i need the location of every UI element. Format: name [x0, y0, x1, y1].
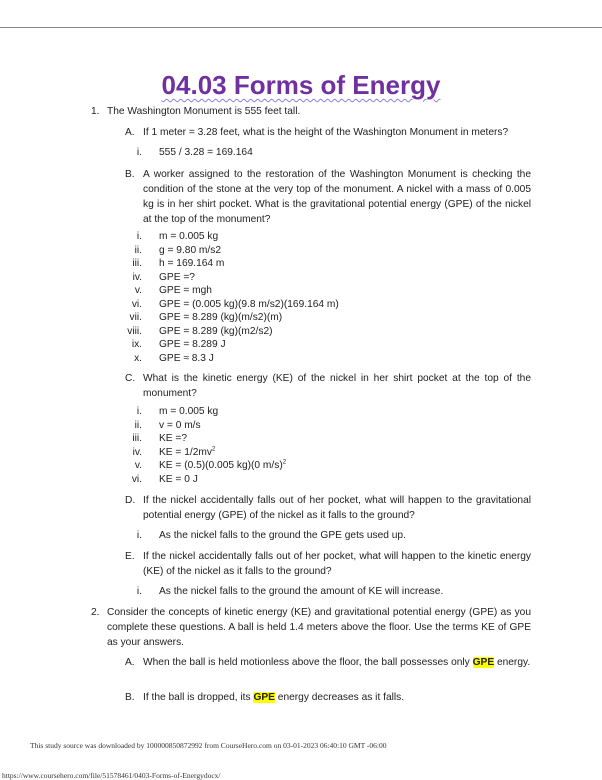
q2b-after: energy decreases as it falls.: [274, 692, 405, 703]
q2b-highlight: GPE: [253, 692, 275, 703]
q2a-highlight: GPE: [472, 657, 495, 668]
answer-line: [159, 419, 201, 432]
answer-number: iii.: [132, 258, 142, 269]
q2a-label: A.: [125, 657, 135, 668]
answer-text: As the nickel falls to the ground the amount of KE will increase.: [159, 586, 444, 597]
answer-text: KE =?: [159, 433, 188, 444]
answer-line: [159, 529, 406, 542]
page-title: 04.03 Forms of Energy: [161, 70, 441, 100]
answer-text: GPE = 8.289 (kg)(m2/s2): [159, 325, 273, 337]
answer-line: [159, 244, 221, 257]
answer-number: iii.: [132, 433, 142, 444]
answer-number: ii.: [134, 244, 142, 256]
answer-line: [159, 146, 253, 159]
q2-text: Consider the concepts of kinetic energy (KE) and gravitational potential energy (GPE) as you complete these questions. A ball is held 1.4 meters above the floor. Use the terms KE of GPE as your answers.: [107, 607, 531, 648]
q1a-label: A.: [125, 127, 135, 138]
answer-number: v.: [134, 460, 142, 471]
answer-line: [159, 405, 218, 418]
answer-line: [159, 473, 198, 486]
answer-line: [159, 271, 195, 284]
q1b-text: A worker assigned to the restoration of the Washington Monument is checking the condition of the stone at the very top of the monument. A nickel with a mass of 0.005 kg is in her shirt pocket. What is the gravitational potential energy (GPE) of the nickel at the top of the monument?: [143, 169, 531, 225]
answer-text: GPE = (0.005 kg)(9.8 m/s2)(169.164 m): [159, 298, 339, 310]
answer-line: [159, 257, 224, 270]
q2b-label: B.: [125, 692, 135, 703]
q1c-label: C.: [125, 373, 136, 384]
answer-text: GPE =?: [159, 271, 195, 283]
answer-line: [159, 459, 286, 472]
q2-number: 2.: [91, 607, 100, 618]
answer-text: m = 0.005 kg: [159, 231, 219, 242]
answer-line: [159, 352, 214, 365]
answer-text: 555 / 3.28 = 169.164: [159, 147, 253, 158]
download-notice: This study source was downloaded by 100000850872992 from CourseHero.com on 03-01-2023 06:40:10 GMT -06:00: [30, 741, 387, 750]
answer-number: vii.: [129, 312, 142, 323]
q2a-after: energy.: [494, 657, 531, 668]
answer-text: GPE = 8.289 J: [159, 339, 226, 350]
answer-text: h = 169.164 m: [159, 258, 225, 269]
answer-line: [159, 432, 187, 445]
answer-line: [159, 338, 226, 351]
answer-number: i.: [136, 586, 142, 597]
answer-line: [159, 311, 282, 324]
header-rule: [0, 27, 602, 28]
answer-text: GPE = 8.289 (kg)(m/s2)(m): [159, 312, 283, 323]
answer-line: [159, 230, 218, 243]
answer-line: [159, 446, 215, 459]
answer-number: i.: [136, 147, 142, 158]
q1e-text: If the nickel accidentally falls out of her pocket, what will happen to the kinetic energy (KE) of the nickel as it falls to the ground?: [143, 551, 531, 577]
q1a-text: If 1 meter = 3.28 feet, what is the height of the Washington Monument in meters?: [143, 127, 509, 138]
answer-number: v.: [134, 285, 142, 296]
answer-line: [159, 325, 273, 338]
answer-text: KE = (0.5)(0.005 kg)(0 m/s): [159, 460, 283, 471]
answer-number: vi.: [131, 473, 142, 485]
q1-text: The Washington Monument is 555 feet tall.: [107, 106, 301, 117]
answer-exponent: 2: [282, 459, 287, 466]
q2a-before: When the ball is held motionless above the floor, the ball possesses only: [143, 657, 473, 668]
answer-line: [159, 298, 339, 311]
answer-number: iv.: [132, 271, 142, 283]
answer-text: As the nickel falls to the ground the GPE gets used up.: [159, 530, 406, 541]
answer-text: GPE ≈ 8.3 J: [159, 352, 214, 364]
answer-number: i.: [136, 231, 142, 242]
q1e-label: E.: [125, 551, 135, 562]
answer-text: KE = 1/2mv: [159, 446, 212, 458]
answer-text: g = 9.80 m/s2: [159, 244, 222, 256]
answer-number: iv.: [132, 446, 142, 458]
answer-number: viii.: [127, 325, 142, 337]
answer-text: GPE = mgh: [159, 285, 212, 296]
answer-text: KE = 0 J: [159, 473, 198, 485]
answer-number: ix.: [131, 339, 142, 350]
q1c-text: What is the kinetic energy (KE) of the nickel in her shirt pocket at the top of the monument?: [143, 373, 531, 399]
answer-text: m = 0.005 kg: [159, 406, 219, 417]
answer-number: ii.: [134, 419, 142, 431]
answer-number: i.: [136, 530, 142, 541]
q1b-label: B.: [125, 169, 135, 180]
q1d-text: If the nickel accidentally falls out of her pocket, what will happen to the gravitational potential energy (GPE) of the nickel as it falls to the ground?: [143, 495, 531, 521]
answer-line: [159, 585, 443, 598]
answer-line: [159, 284, 212, 297]
q2a-text: [143, 655, 531, 670]
q2b-before: If the ball is dropped, its: [143, 692, 254, 703]
q1d-label: D.: [125, 495, 136, 506]
q1-number: 1.: [91, 106, 100, 117]
source-url[interactable]: https://www.coursehero.com/file/51578461/0403-Forms-of-Energydocx/: [2, 771, 221, 780]
answer-exponent: 2: [211, 446, 216, 453]
q2b-text: [143, 690, 531, 705]
answer-number: i.: [136, 406, 142, 417]
answer-text: v = 0 m/s: [159, 419, 201, 431]
answer-number: vi.: [131, 298, 142, 310]
answer-number: x.: [134, 352, 142, 364]
